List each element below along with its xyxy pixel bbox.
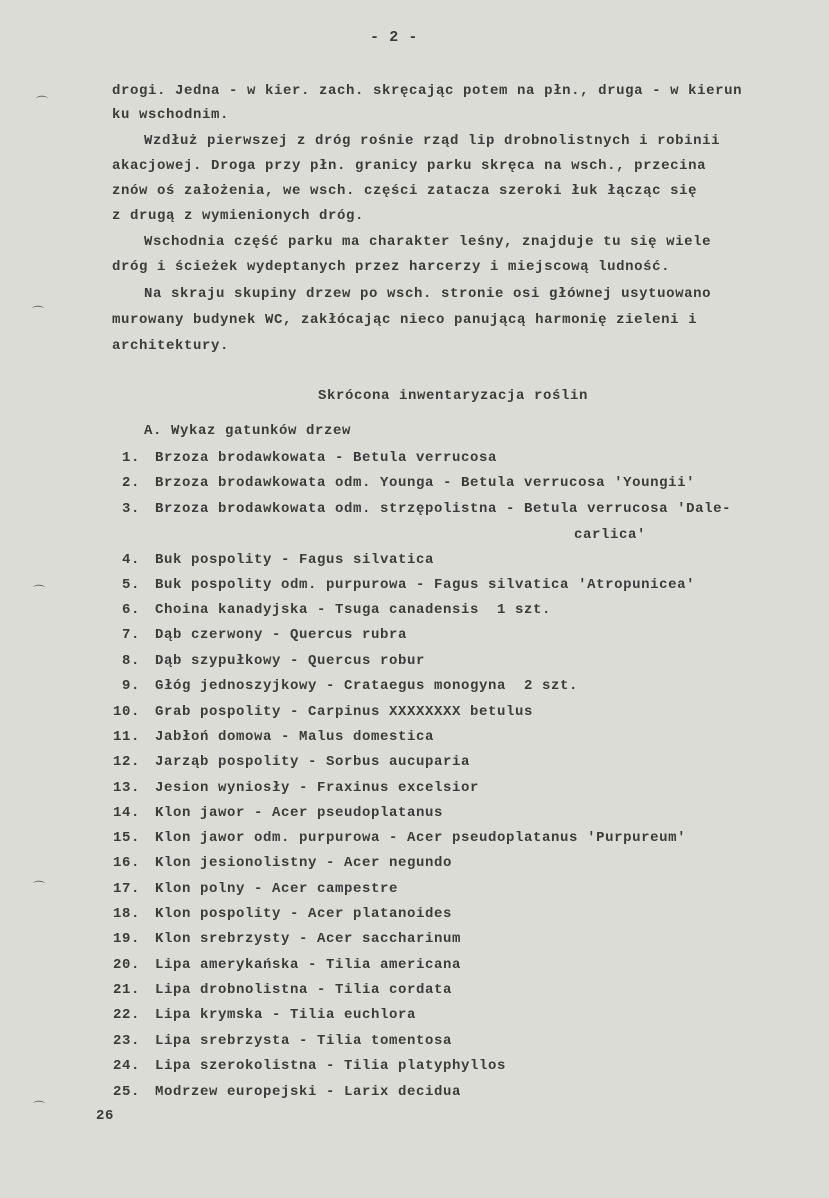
list-item-number: 26	[95, 1108, 114, 1124]
list-item-number: 10.	[112, 704, 140, 720]
list-item-text: Brzoza brodawkowata odm. Younga - Betula verrucosa 'Youngii'	[155, 475, 696, 491]
list-item-number: 5.	[121, 577, 140, 593]
list-item-number: 12.	[112, 754, 140, 770]
list-item-text: Klon srebrzysty - Acer saccharinum	[155, 931, 462, 947]
paragraph-line: akacjowej. Droga przy płn. granicy parku skręca na wsch., przecina	[112, 158, 707, 174]
list-item-number: 4.	[121, 552, 140, 568]
list-item-number: 1.	[121, 450, 140, 466]
subsection-heading: A. Wykaz gatunków drzew	[144, 423, 352, 439]
list-item-text: Brzoza brodawkowata - Betula verrucosa	[155, 450, 498, 466]
list-item-number: 22.	[112, 1007, 140, 1023]
paragraph-line: architektury.	[112, 338, 230, 354]
margin-mark: ⌒	[36, 95, 49, 109]
list-item-number: 13.	[112, 780, 140, 796]
list-item-text: Klon jawor - Acer pseudoplatanus	[155, 805, 444, 821]
list-item-number: 7.	[121, 627, 140, 643]
list-item-number: 3.	[121, 501, 140, 517]
list-item-text: Lipa szerokolistna - Tilia platyphyllos	[155, 1058, 507, 1074]
list-item-text: Jesion wyniosły - Fraxinus excelsior	[155, 780, 480, 796]
list-item-number: 19.	[112, 931, 140, 947]
list-item-number: 20.	[112, 957, 140, 973]
list-item-text: Lipa drobnolistna - Tilia cordata	[155, 982, 453, 998]
list-item-number: 2.	[121, 475, 140, 491]
paragraph-line: Wschodnia część parku ma charakter leśny, znajduje tu się wiele	[144, 234, 712, 250]
paragraph-line: Wzdłuż pierwszej z dróg rośnie rząd lip drobnolistnych i robinii	[144, 133, 721, 149]
list-item-text: Głóg jednoszyjkowy - Crataegus monogyna 2 szt.	[155, 678, 579, 694]
list-item-number: 23.	[112, 1033, 140, 1049]
list-item-number: 8.	[121, 653, 140, 669]
list-item-number: 21.	[112, 982, 140, 998]
list-item-number: 11.	[112, 729, 140, 745]
list-item-text: Buk pospolity odm. purpurowa - Fagus silvatica 'Atropunicea'	[155, 577, 696, 593]
list-item-number: 17.	[112, 881, 140, 897]
list-item-text: Dąb szypułkowy - Quercus robur	[155, 653, 426, 669]
list-item-text: Jabłoń domowa - Malus domestica	[155, 729, 435, 745]
list-item-text: Lipa krymska - Tilia euchlora	[155, 1007, 417, 1023]
list-item-text: Klon polny - Acer campestre	[155, 881, 399, 897]
list-item-number: 25.	[112, 1084, 140, 1100]
list-item-text: Klon jesionolistny - Acer negundo	[155, 855, 453, 871]
list-item-number: 14.	[112, 805, 140, 821]
list-item-text: Dąb czerwony - Quercus rubra	[155, 627, 408, 643]
paragraph-line: z drugą z wymienionych dróg.	[112, 208, 365, 224]
margin-mark: ⌒	[33, 880, 46, 894]
paragraph-line: murowany budynek WC, zakłócając nieco panującą harmonię zieleni i	[112, 312, 698, 328]
paragraph-line: Na skraju skupiny drzew po wsch. stronie osi głównej usytuowano	[144, 286, 712, 302]
list-item-text: Lipa amerykańska - Tilia americana	[155, 957, 462, 973]
list-item-text: Brzoza brodawkowata odm. strzępolistna - Betula verrucosa 'Dale-	[155, 501, 732, 517]
list-item-text: Klon pospolity - Acer platanoides	[155, 906, 453, 922]
list-item-text: Lipa srebrzysta - Tilia tomentosa	[155, 1033, 453, 1049]
list-item-text: Klon jawor odm. purpurowa - Acer pseudoplatanus 'Purpureum'	[155, 830, 687, 846]
list-item-number: 16.	[112, 855, 140, 871]
list-item-number: 24.	[112, 1058, 140, 1074]
list-item-text: Buk pospolity - Fagus silvatica	[155, 552, 435, 568]
list-item-number: 9.	[121, 678, 140, 694]
section-heading: Skrócona inwentaryzacja roślin	[318, 388, 589, 404]
list-item-number: 15.	[112, 830, 140, 846]
paragraph-line: znów oś założenia, we wsch. części zatacza szeroki łuk łącząc się	[112, 183, 698, 199]
list-item-text: carlica'	[574, 527, 647, 543]
list-item-text: Grab pospolity - Carpinus XXXXXXXX betulus	[155, 704, 534, 720]
paragraph-line: dróg i ścieżek wydeptanych przez harcerzy i miejscową ludność.	[112, 259, 671, 275]
list-item-number: 6.	[121, 602, 140, 618]
paragraph-line: drogi. Jedna - w kier. zach. skręcając potem na płn., druga - w kierun	[112, 83, 743, 99]
list-item-text: Jarząb pospolity - Sorbus aucuparia	[155, 754, 471, 770]
list-item-text: Modrzew europejski - Larix decidua	[155, 1084, 462, 1100]
margin-mark: ⌒	[33, 584, 46, 598]
list-item-number: 18.	[112, 906, 140, 922]
page-number: - 2 -	[370, 29, 419, 46]
margin-mark: ⌒	[32, 305, 45, 319]
list-item-text: Choina kanadyjska - Tsuga canadensis 1 szt.	[155, 602, 552, 618]
margin-mark: ⌒	[33, 1100, 46, 1114]
paragraph-line: ku wschodnim.	[112, 107, 230, 123]
